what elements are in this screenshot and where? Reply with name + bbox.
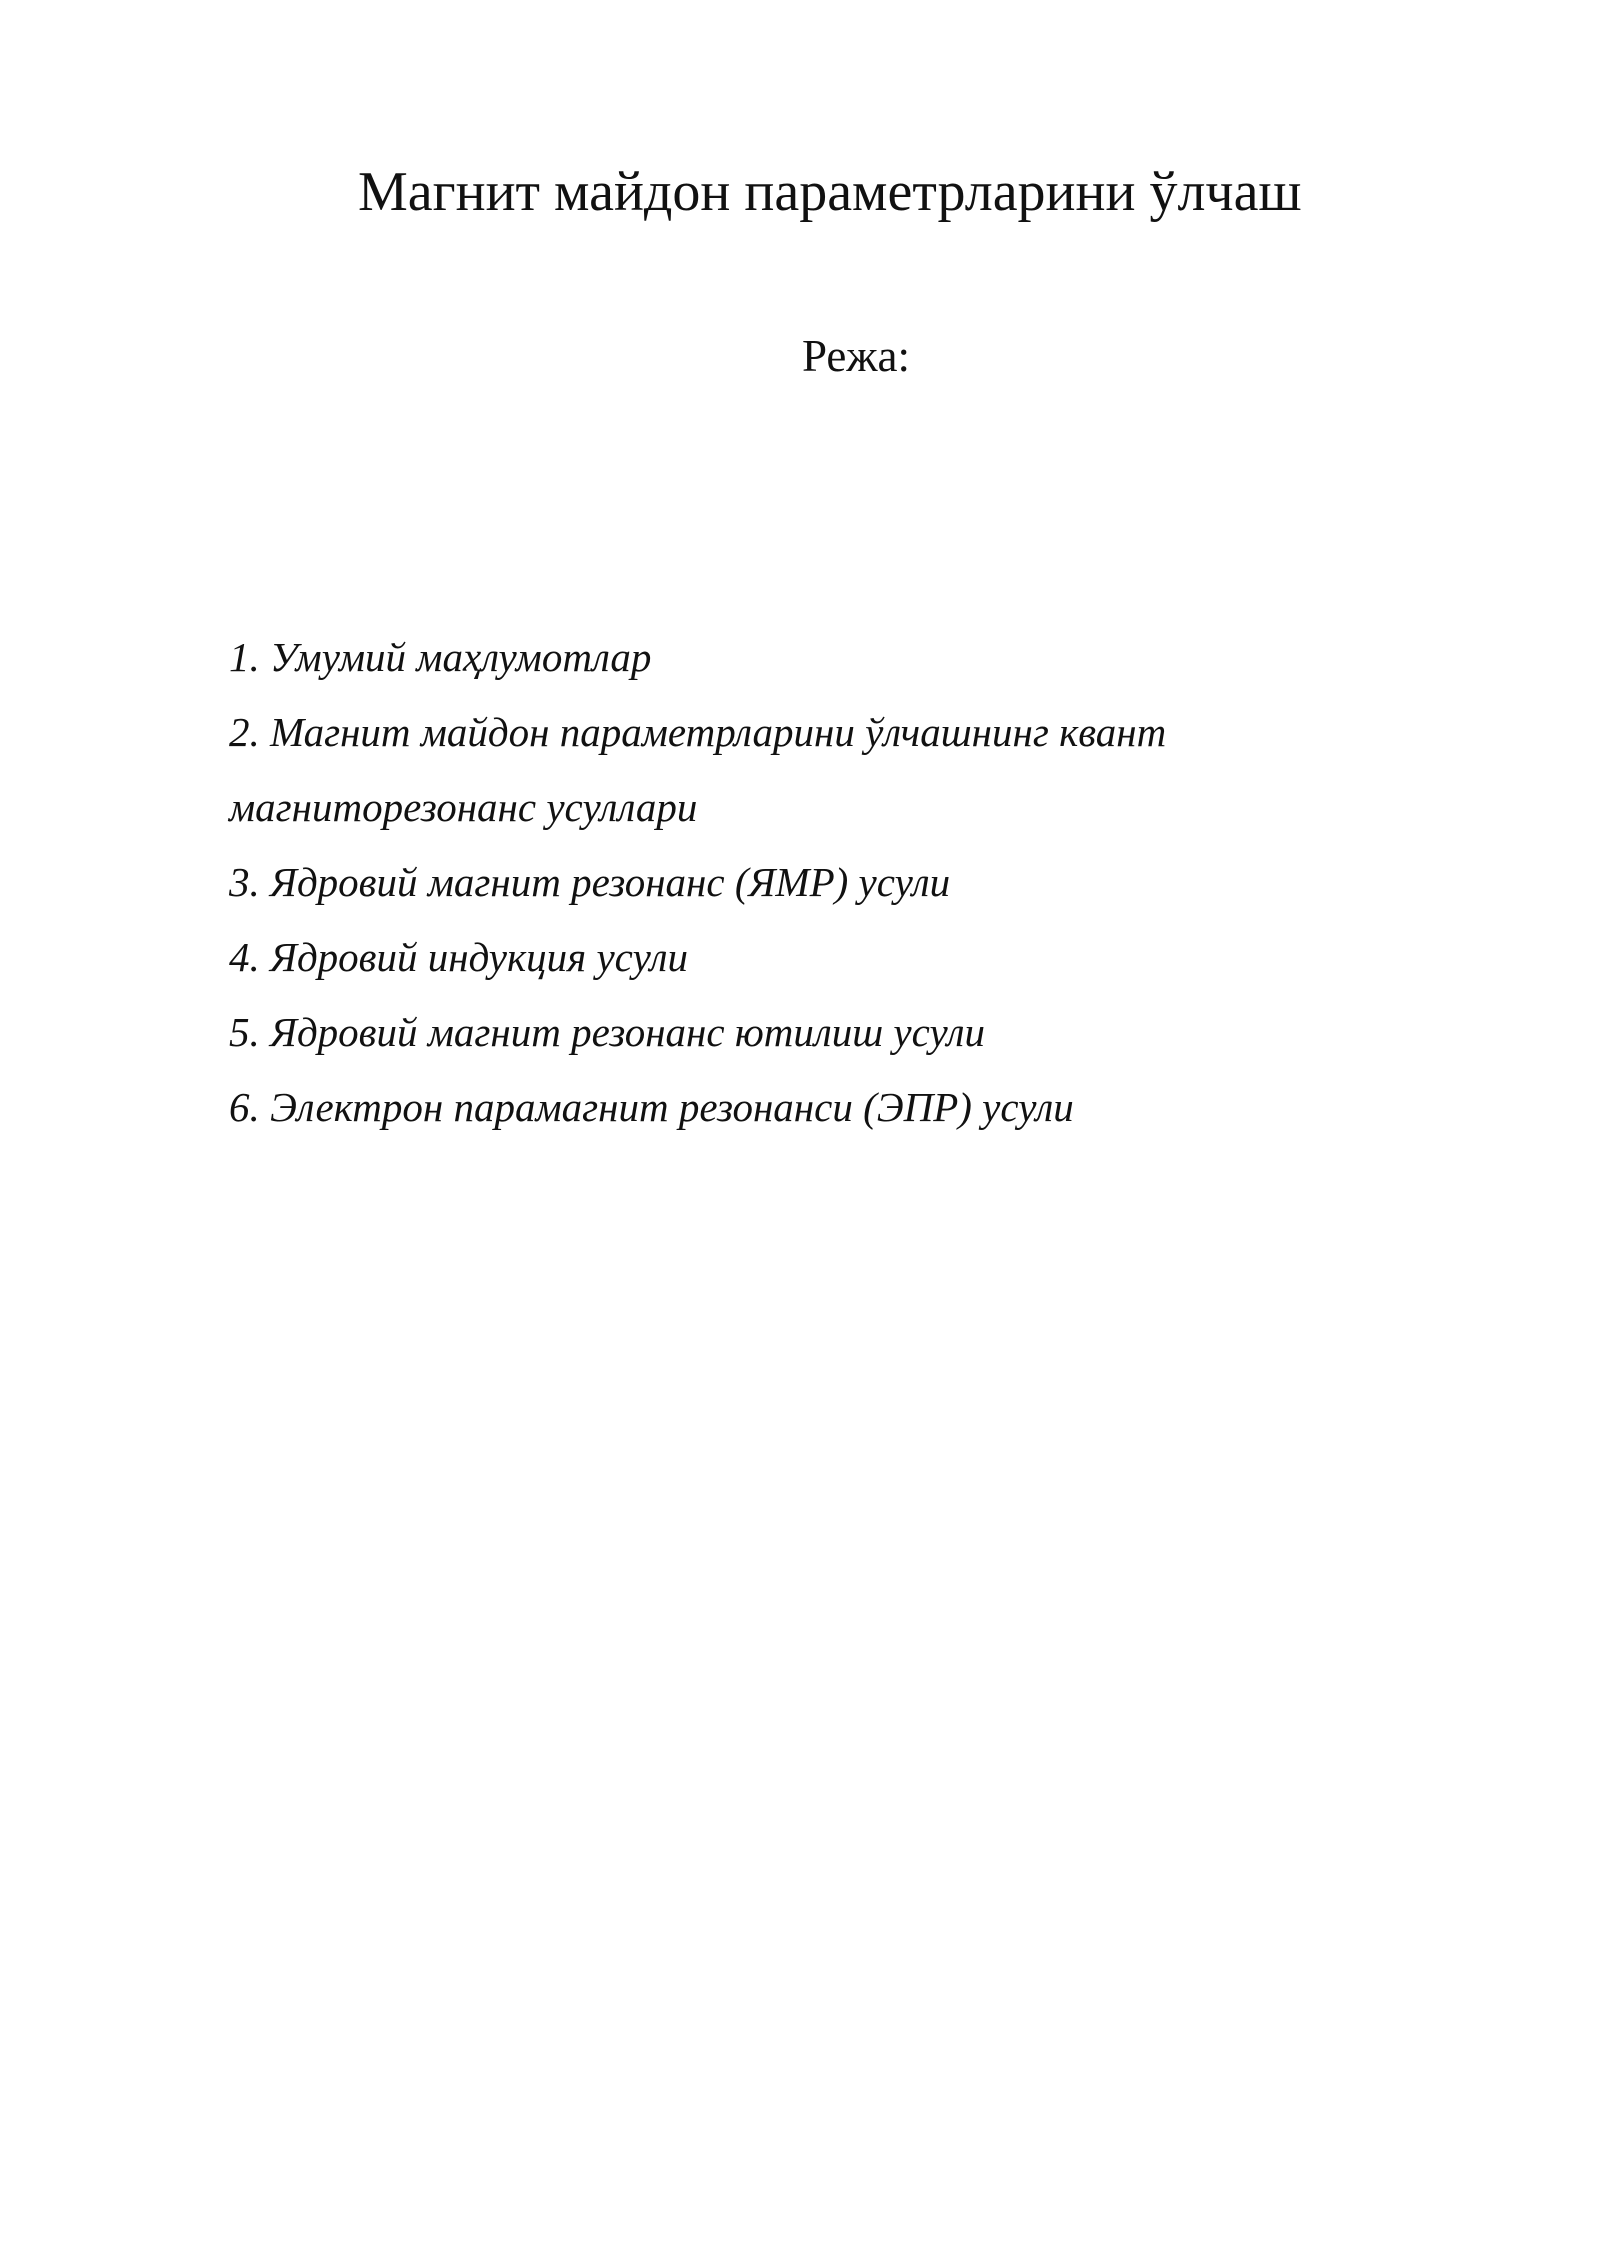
plan-item: 5. Ядровий магнит резонанс ютилиш усули — [229, 1009, 986, 1055]
plan-list — [229, 620, 1379, 1145]
plan-item: 3. Ядровий магнит резонанс (ЯМР) усули — [229, 859, 951, 905]
document-title: Магнит майдон параметрларини ўлчаш — [358, 161, 1302, 223]
plan-item: 6. Электрон парамагнит резонанси (ЭПР) усули — [229, 1084, 1074, 1130]
plan-item: 1. Умумий маҳлумотлар — [229, 634, 652, 680]
plan-item: 2. Магнит майдон параметрларини ўлчашнинг квант — [229, 709, 1167, 755]
plan-item-continuation: магниторезонанс усуллари — [229, 784, 698, 830]
plan-heading: Режа: — [802, 331, 910, 381]
plan-item: 4. Ядровий индукция усули — [229, 934, 689, 980]
